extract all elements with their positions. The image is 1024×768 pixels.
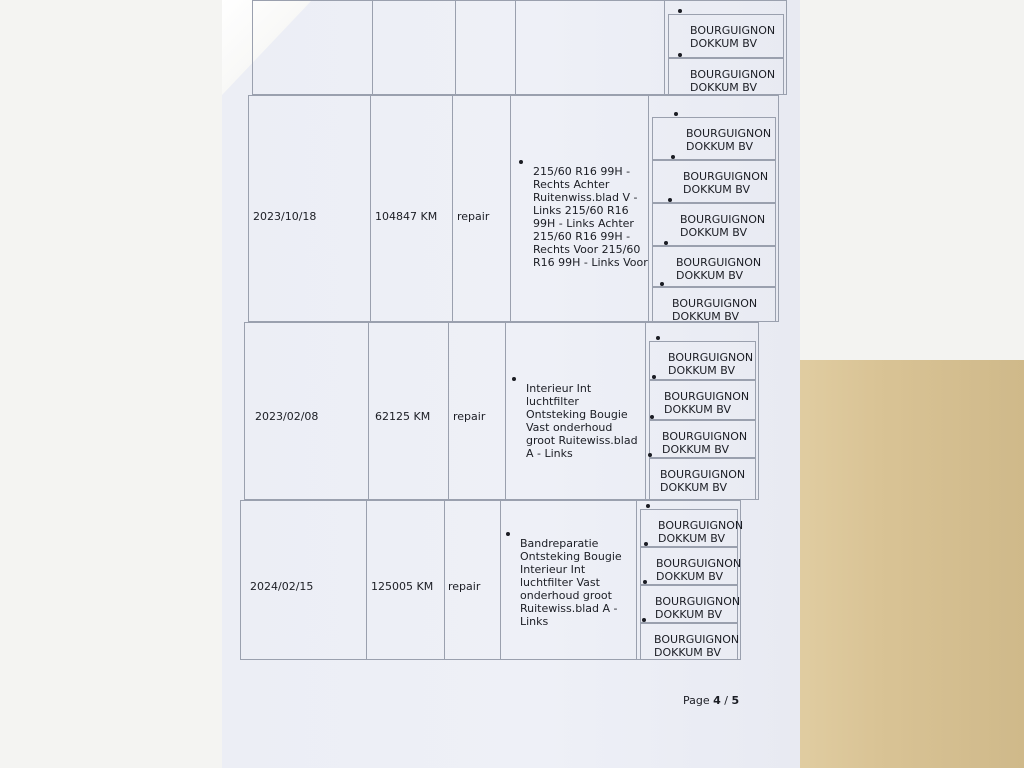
type-cell: repair — [448, 580, 481, 593]
table-cell — [248, 95, 371, 322]
supplier-bullet — [656, 336, 660, 340]
supplier-name: BOURGUIGNON DOKKUM BV — [690, 68, 776, 94]
mileage-cell: 62125 KM — [375, 410, 431, 423]
table-cell — [372, 0, 456, 95]
supplier-bullet — [668, 198, 672, 202]
supplier-bullet — [646, 504, 650, 508]
supplier-bullet — [671, 155, 675, 159]
current-page: 4 — [713, 694, 721, 707]
supplier-name: BOURGUIGNON DOKKUM BV — [658, 519, 744, 545]
supplier-bullet — [644, 542, 648, 546]
description-cell: 215/60 R16 99H - Rechts Achter Ruitenwiss.blad V - Links 215/60 R16 99H - Links Achter 215/60 R16 99H - Rechts Voor 215/60 R16 99H - Links Voor — [533, 165, 648, 269]
page-label: Page — [683, 694, 710, 707]
supplier-name: BOURGUIGNON DOKKUM BV — [660, 468, 746, 494]
supplier-bullet — [664, 241, 668, 245]
supplier-name: BOURGUIGNON DOKKUM BV — [690, 24, 776, 50]
date-cell: 2023/10/18 — [253, 210, 317, 223]
supplier-bullet — [678, 53, 682, 57]
page-number — [683, 694, 739, 707]
page-separator: / — [724, 694, 729, 707]
date-cell: 2023/02/08 — [255, 410, 319, 423]
table-cell — [452, 95, 511, 322]
supplier-name: BOURGUIGNON DOKKUM BV — [672, 297, 758, 323]
supplier-bullet — [642, 618, 646, 622]
supplier-name: BOURGUIGNON DOKKUM BV — [683, 170, 769, 196]
type-cell: repair — [457, 210, 490, 223]
table-cell — [455, 0, 516, 95]
supplier-bullet — [660, 282, 664, 286]
supplier-name: BOURGUIGNON DOKKUM BV — [686, 127, 772, 153]
table-cell — [370, 95, 453, 322]
supplier-name: BOURGUIGNON DOKKUM BV — [676, 256, 762, 282]
description-cell: Bandreparatie Ontsteking Bougie Interieur Int luchtfilter Vast onderhoud groot Ruitewiss.blad A - Links — [520, 537, 622, 628]
supplier-bullet — [648, 453, 652, 457]
table-cell — [515, 0, 665, 95]
mileage-cell: 125005 KM — [371, 580, 434, 593]
mileage-cell: 104847 KM — [375, 210, 438, 223]
supplier-name: BOURGUIGNON DOKKUM BV — [655, 595, 741, 621]
description-bullet — [512, 377, 516, 381]
supplier-bullet — [678, 9, 682, 13]
supplier-name: BOURGUIGNON DOKKUM BV — [680, 213, 766, 239]
description-cell: Interieur Int luchtfilter Ontsteking Bougie Vast onderhoud groot Ruitewiss.blad A - Links — [526, 382, 638, 460]
table-cell — [252, 0, 373, 95]
background — [0, 0, 228, 768]
supplier-name: BOURGUIGNON DOKKUM BV — [664, 390, 750, 416]
description-bullet — [506, 532, 510, 536]
total-pages: 5 — [731, 694, 740, 707]
date-cell: 2024/02/15 — [250, 580, 314, 593]
supplier-bullet — [650, 415, 654, 419]
supplier-name: BOURGUIGNON DOKKUM BV — [654, 633, 740, 659]
supplier-bullet — [643, 580, 647, 584]
wooden-surface — [780, 360, 1024, 768]
type-cell: repair — [453, 410, 486, 423]
supplier-name: BOURGUIGNON DOKKUM BV — [662, 430, 748, 456]
supplier-bullet — [674, 112, 678, 116]
supplier-name: BOURGUIGNON DOKKUM BV — [668, 351, 754, 377]
supplier-name: BOURGUIGNON DOKKUM BV — [656, 557, 742, 583]
supplier-bullet — [652, 375, 656, 379]
description-bullet — [519, 160, 523, 164]
